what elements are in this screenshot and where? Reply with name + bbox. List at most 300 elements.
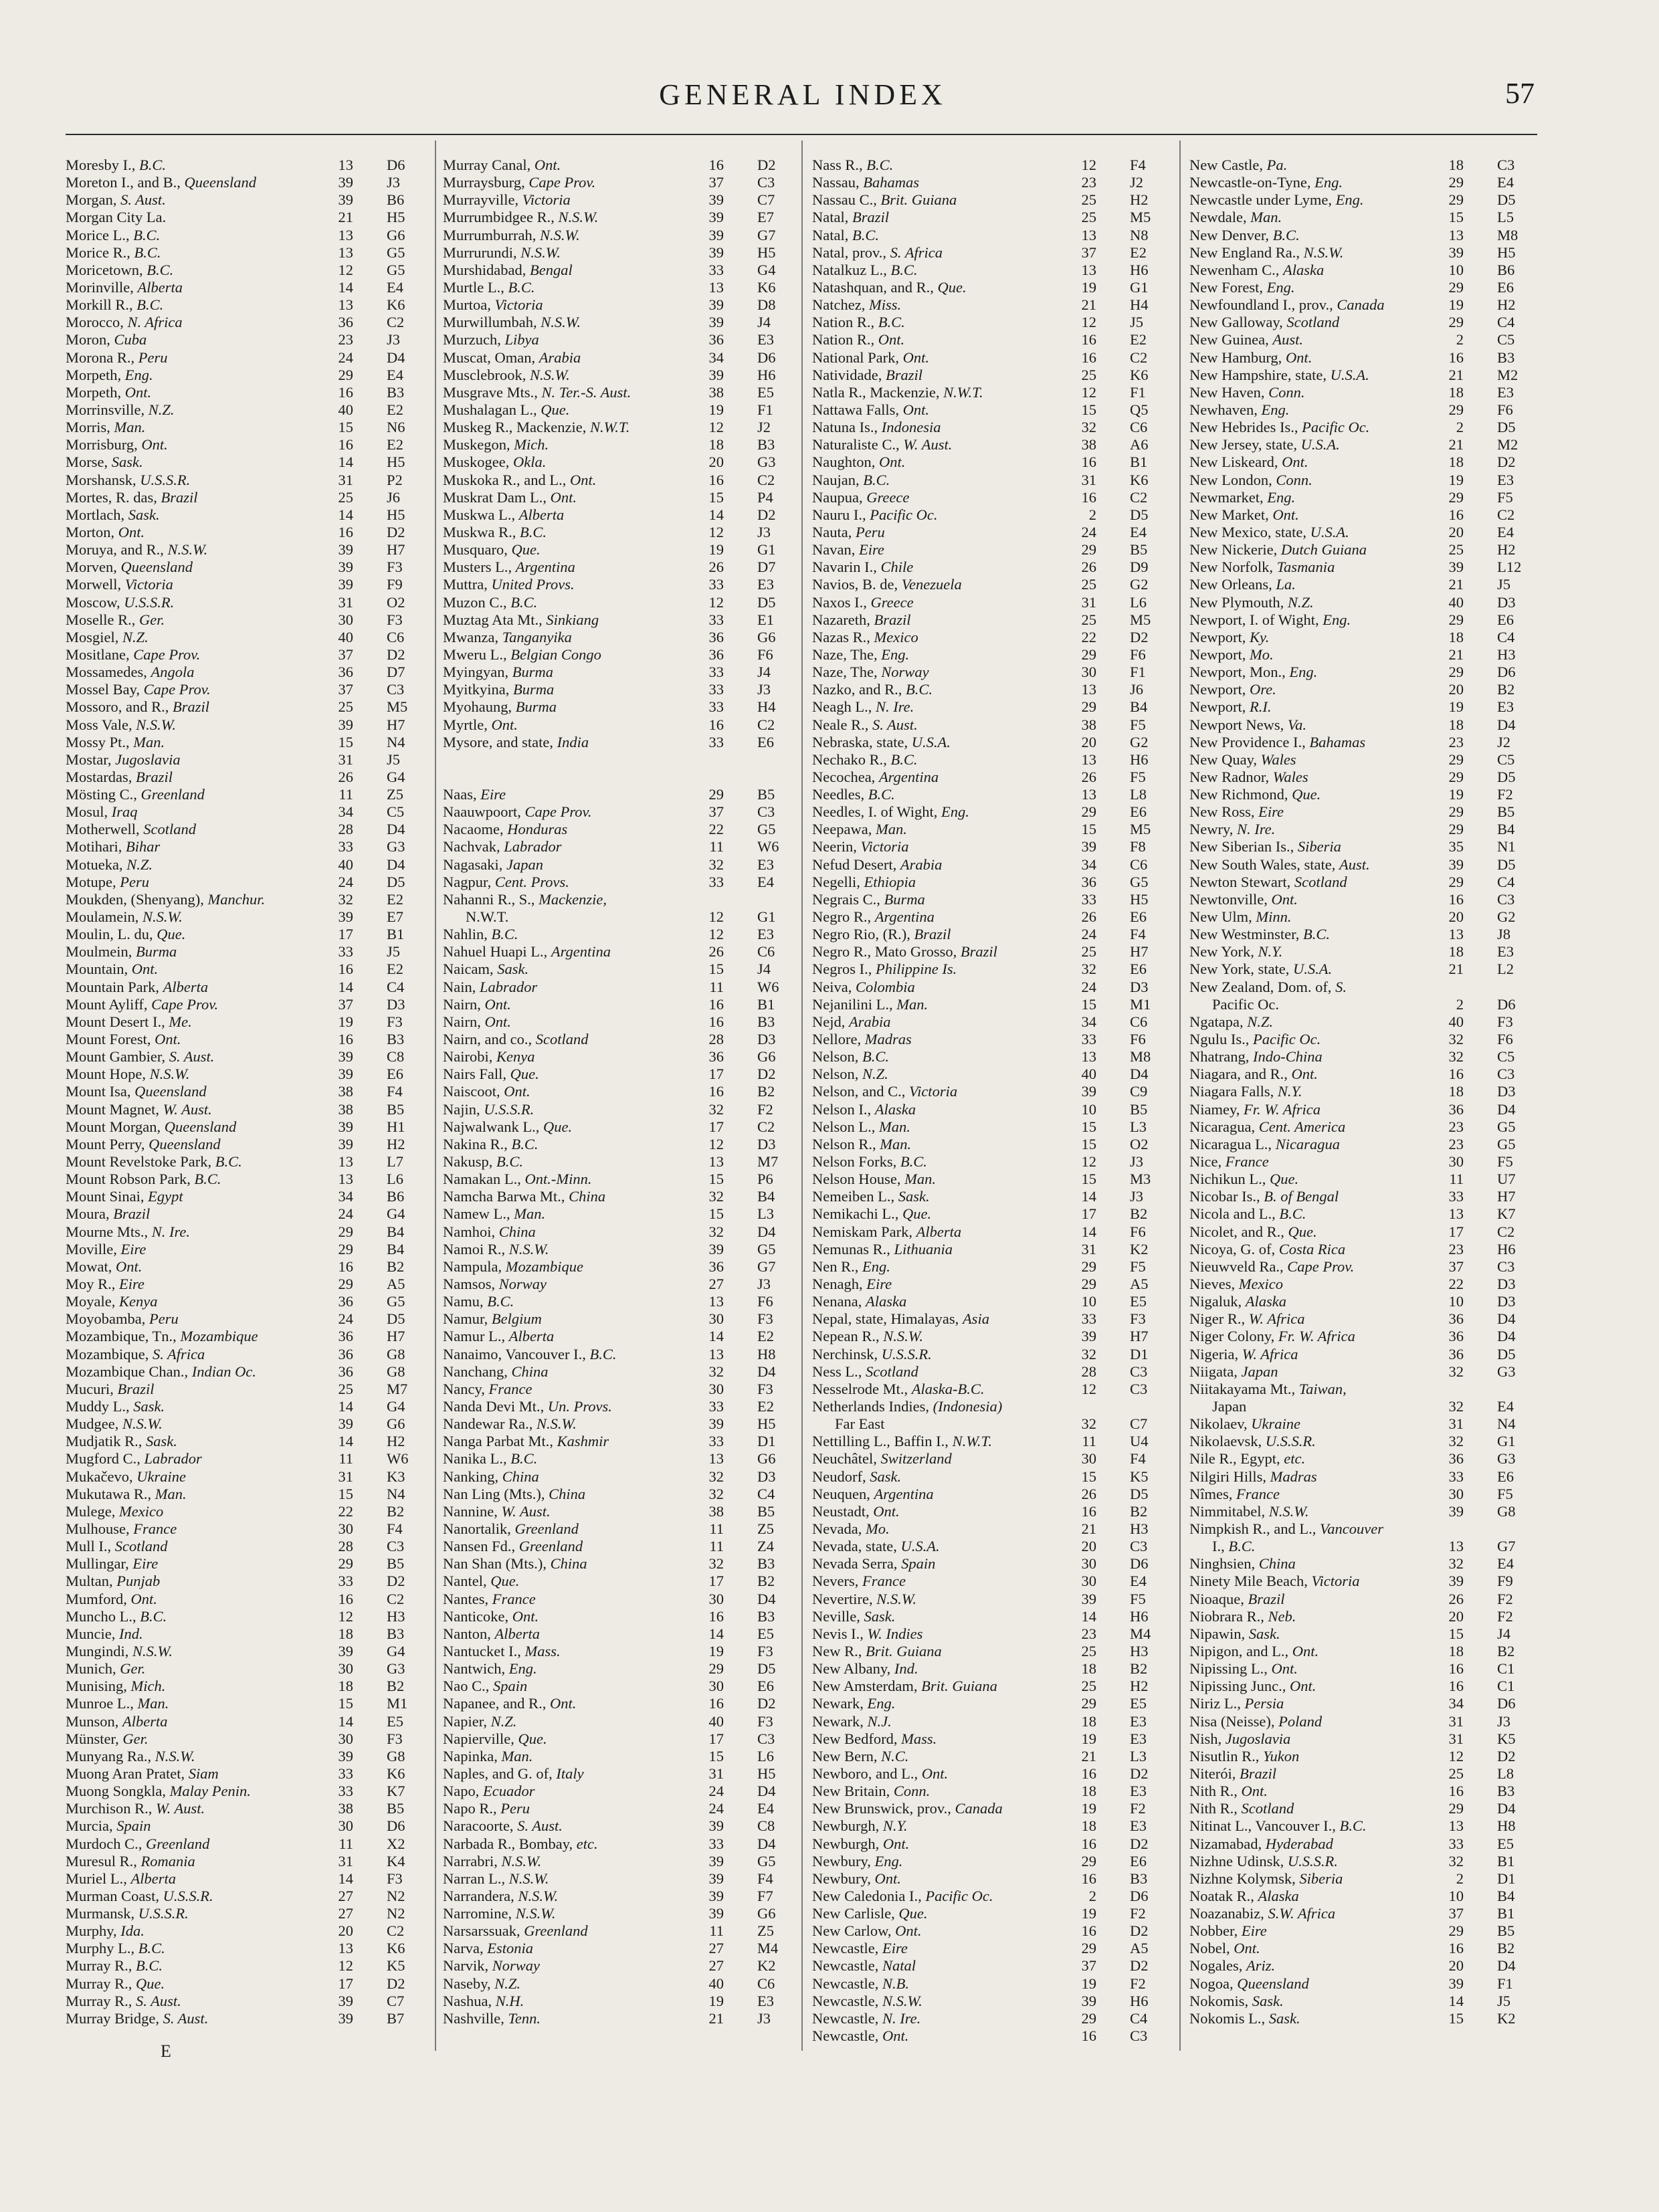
map-page: 38 — [1081, 716, 1096, 733]
grid-ref: H6 — [1497, 1240, 1516, 1258]
grid-ref: E6 — [1497, 278, 1514, 296]
place-name: Newburgh, N.Y. — [812, 1817, 908, 1835]
map-page: 32 — [1081, 1415, 1096, 1433]
place-name: Nanortalik, Greenland — [443, 1520, 579, 1537]
grid-ref: K6 — [757, 278, 776, 296]
place-name: Muskwa L., Alberta — [443, 506, 565, 523]
index-entry — [812, 996, 1173, 1013]
map-page: 15 — [1081, 1171, 1096, 1188]
map-page: 28 — [708, 1031, 724, 1048]
index-entry — [66, 1643, 427, 1660]
place-name: New Zealand, Dom. of, S. — [1189, 978, 1347, 995]
map-page: 14 — [708, 1625, 724, 1642]
map-page: 11 — [338, 1835, 353, 1852]
place-name: Nen R., Eng. — [812, 1258, 890, 1275]
grid-ref: B2 — [1497, 1940, 1515, 1957]
place-name: Navarin I., Chile — [812, 559, 914, 576]
index-entry — [812, 349, 1173, 367]
index-entry — [812, 489, 1173, 506]
map-page: 25 — [1448, 1765, 1464, 1782]
map-page: 29 — [1081, 1258, 1096, 1275]
place-name: Mount Isa, Queensland — [66, 1083, 207, 1100]
grid-ref: F2 — [1497, 1590, 1513, 1607]
place-name: Niger R., W. Africa — [1189, 1310, 1305, 1328]
grid-ref: F5 — [1497, 1485, 1513, 1502]
place-name: Nagasaki, Japan — [443, 856, 543, 873]
place-name: Mugford C., Labrador — [66, 1450, 202, 1468]
index-entry — [1189, 734, 1539, 751]
index-entry — [66, 821, 427, 838]
map-page: 31 — [1448, 1415, 1464, 1433]
place-name: Niamey, Fr. W. Africa — [1189, 1100, 1321, 1118]
place-name: Nelson, and C., Victoria — [812, 1083, 958, 1100]
place-name: Moruya, and R., N.S.W. — [66, 541, 208, 559]
map-page: 12 — [1081, 1153, 1096, 1171]
index-entry — [1189, 821, 1539, 838]
index-entry — [1189, 227, 1539, 244]
index-entry — [443, 1870, 795, 1888]
index-entry — [1189, 419, 1539, 436]
index-entry — [1189, 698, 1539, 716]
grid-ref: H3 — [387, 1607, 405, 1625]
index-entry — [443, 1258, 795, 1276]
index-entry — [812, 1188, 1173, 1205]
grid-ref: D5 — [1497, 1345, 1516, 1363]
place-name: New Orleans, La. — [1189, 576, 1296, 593]
index-entry — [812, 1276, 1173, 1293]
place-name: Murphy, Ida. — [66, 1922, 144, 1940]
map-page: 29 — [1081, 698, 1096, 716]
index-entry — [812, 559, 1173, 576]
index-entry — [812, 454, 1173, 471]
index-entry — [1189, 1118, 1539, 1136]
index-entry — [1189, 1520, 1539, 1538]
map-page: 13 — [1081, 1048, 1096, 1066]
index-entry — [1189, 1800, 1539, 1817]
index-entry — [1189, 1555, 1539, 1573]
map-page: 13 — [1448, 1538, 1464, 1555]
map-page: 15 — [338, 733, 353, 750]
map-page: 10 — [1448, 1293, 1464, 1310]
grid-ref: E3 — [1497, 383, 1514, 401]
map-page: 19 — [1081, 1730, 1096, 1747]
place-name: New Albany, Ind. — [812, 1660, 918, 1678]
index-entry — [66, 874, 427, 891]
place-name: Nicaragua L., Nicaragua — [1189, 1135, 1340, 1152]
index-entry — [443, 856, 795, 874]
index-entry — [66, 1853, 427, 1870]
index-entry — [812, 174, 1173, 191]
place-name: Munson, Alberta — [66, 1712, 168, 1730]
grid-ref: F1 — [1497, 1975, 1513, 1992]
map-page: 11 — [1082, 1433, 1096, 1450]
index-entry — [66, 856, 427, 874]
grid-ref: F3 — [1130, 1310, 1146, 1328]
map-page: 15 — [1081, 1118, 1096, 1135]
place-name: Newcastle, Eire — [812, 1940, 908, 1957]
place-name: Naupua, Greece — [812, 488, 910, 506]
place-name: New Caledonia I., Pacific Oc. — [812, 1887, 993, 1904]
place-name: Mosul, Iraq — [66, 803, 138, 821]
map-page: 15 — [1081, 1468, 1096, 1485]
place-name: Muztag Ata Mt., Sinkiang — [443, 611, 599, 628]
place-name: Motupe, Peru — [66, 873, 149, 890]
grid-ref: E4 — [1130, 523, 1147, 540]
place-name: Murray R., Que. — [66, 1975, 165, 1992]
map-page: 14 — [338, 454, 353, 471]
grid-ref: D9 — [1130, 559, 1149, 576]
grid-ref: E5 — [387, 1712, 403, 1730]
index-entry — [66, 331, 427, 348]
index-entry — [812, 401, 1173, 419]
grid-ref: L6 — [757, 1747, 774, 1765]
place-name: Neudorf, Sask. — [812, 1468, 902, 1485]
map-page: 31 — [338, 1468, 353, 1485]
index-entry — [1189, 1136, 1539, 1153]
grid-ref: D7 — [387, 664, 405, 681]
index-entry — [443, 1415, 795, 1433]
place-name: Nipigon, and L., Ont. — [1189, 1642, 1319, 1660]
index-entry — [66, 1363, 427, 1381]
index-entry — [1189, 961, 1539, 978]
grid-ref: E3 — [757, 856, 774, 873]
grid-ref: D3 — [757, 1468, 776, 1485]
index-entry — [443, 1468, 795, 1486]
map-page: 2 — [1088, 506, 1096, 523]
map-page: 25 — [1081, 1642, 1096, 1660]
place-name: Mosgiel, N.Z. — [66, 628, 149, 645]
index-entry — [66, 401, 427, 419]
grid-ref: P6 — [757, 1171, 773, 1188]
grid-ref: E3 — [1130, 1712, 1147, 1730]
map-page: 31 — [338, 750, 353, 768]
place-name: Mount Ayliff, Cape Prov. — [66, 995, 219, 1013]
place-name: Neiva, Colombia — [812, 978, 915, 995]
index-entry — [812, 769, 1173, 786]
index-entry — [1189, 1905, 1539, 1922]
grid-ref: H7 — [387, 541, 405, 559]
grid-ref: H5 — [757, 243, 776, 261]
index-entry — [1189, 1101, 1539, 1118]
grid-ref: D4 — [1497, 716, 1516, 733]
index-entry — [812, 1346, 1173, 1363]
place-name: New Hamburg, Ont. — [1189, 348, 1312, 366]
place-name: Netherlands Indies, (Indonesia) — [812, 1397, 1003, 1415]
map-page: 25 — [1448, 541, 1464, 559]
index-entry — [1189, 2010, 1539, 2027]
place-name: Nanchang, China — [443, 1363, 549, 1380]
grid-ref: D1 — [1497, 1870, 1516, 1887]
place-name: Morocco, N. Africa — [66, 314, 183, 331]
index-entry — [66, 1048, 427, 1066]
map-page: 13 — [338, 296, 353, 314]
place-name: Niagara, and R., Ont. — [1189, 1066, 1318, 1083]
grid-ref: K6 — [387, 1765, 405, 1782]
index-entry — [1189, 664, 1539, 681]
index-entry — [443, 594, 795, 611]
index-entry — [66, 1188, 427, 1205]
map-page: 39 — [338, 716, 353, 733]
map-page: 18 — [1081, 1660, 1096, 1678]
map-page: 30 — [338, 1660, 353, 1678]
index-entry — [66, 979, 427, 996]
place-name: Nandewar Ra., N.S.W. — [443, 1415, 577, 1433]
place-name: Muskrat Dam L., Ont. — [443, 488, 577, 506]
index-entry — [443, 1573, 795, 1590]
grid-ref: Z5 — [757, 1922, 774, 1940]
place-name: Newport, Ore. — [1189, 681, 1276, 698]
grid-ref: B4 — [387, 1240, 405, 1258]
grid-ref: C3 — [757, 803, 775, 821]
place-name: Negro R., Mato Grosso, Brazil — [812, 943, 997, 961]
grid-ref: L5 — [1497, 209, 1514, 226]
place-name: Naxos I., Greece — [812, 593, 914, 611]
place-name: Narromine, N.S.W. — [443, 1905, 556, 1922]
index-entry — [66, 1975, 427, 1993]
place-name: New Hampshire, state, U.S.A. — [1189, 366, 1369, 383]
grid-ref: E6 — [1497, 1468, 1514, 1485]
place-name: Nefud Desert, Arabia — [812, 856, 943, 873]
grid-ref: D6 — [387, 1817, 405, 1835]
place-name: Nokomis, Sask. — [1189, 1992, 1284, 2009]
index-entry — [812, 821, 1173, 838]
index-entry — [1189, 1748, 1539, 1765]
grid-ref: G1 — [1130, 278, 1149, 296]
grid-ref: H6 — [757, 366, 776, 383]
map-page: 13 — [1448, 226, 1464, 243]
index-entry — [66, 1450, 427, 1468]
map-page: 20 — [1448, 681, 1464, 698]
map-page: 16 — [708, 1083, 724, 1100]
index-entry — [1189, 646, 1539, 664]
map-page: 21 — [708, 2009, 724, 2027]
place-name: Newport, Mon., Eng. — [1189, 664, 1318, 681]
place-name: Mositlane, Cape Prov. — [66, 645, 201, 663]
map-page: 29 — [1448, 191, 1464, 209]
map-page: 30 — [338, 1730, 353, 1747]
grid-ref: W6 — [757, 838, 779, 856]
grid-ref: F3 — [757, 1380, 773, 1397]
index-entry — [66, 454, 427, 471]
grid-ref: F3 — [387, 1870, 403, 1887]
grid-ref: E3 — [1130, 1817, 1147, 1835]
index-entry — [812, 1573, 1173, 1590]
grid-ref: D2 — [757, 157, 776, 173]
index-entry — [812, 2027, 1173, 2045]
grid-ref: M4 — [1130, 1625, 1151, 1642]
grid-ref: B5 — [757, 1502, 775, 1520]
map-page: 15 — [1448, 209, 1464, 226]
index-entry — [1189, 506, 1539, 524]
place-name: Murphy L., B.C. — [66, 1940, 165, 1957]
map-page: 28 — [338, 1538, 353, 1555]
index-entry — [66, 1713, 427, 1730]
grid-ref: Q5 — [1130, 401, 1149, 418]
grid-ref: K3 — [387, 1468, 405, 1485]
index-entry — [812, 1800, 1173, 1817]
map-page: 13 — [1448, 1817, 1464, 1835]
place-name: Niagara Falls, N.Y. — [1189, 1083, 1302, 1100]
place-name: Newburgh, Ont. — [812, 1835, 910, 1852]
place-name: New R., Brit. Guiana — [812, 1642, 942, 1660]
index-entry — [66, 594, 427, 611]
place-name: New Liskeard, Ont. — [1189, 454, 1308, 471]
place-name: New Mexico, state, U.S.A. — [1189, 523, 1349, 540]
index-entry — [443, 1643, 795, 1660]
grid-ref: G6 — [757, 628, 776, 645]
place-name: Morgan City La. — [66, 209, 167, 226]
place-name: Nashville, Tenn. — [443, 2009, 541, 2027]
map-page: 25 — [1081, 191, 1096, 209]
place-name: Motherwell, Scotland — [66, 821, 196, 838]
index-entry — [66, 1136, 427, 1153]
index-entry — [443, 1433, 795, 1450]
place-name: Mount Hope, N.S.W. — [66, 1066, 190, 1083]
grid-ref: D8 — [757, 296, 776, 314]
grid-ref: D2 — [757, 506, 776, 523]
map-page: 33 — [708, 1433, 724, 1450]
place-name: Ngatapa, N.Z. — [1189, 1013, 1273, 1030]
map-page: 38 — [338, 1083, 353, 1100]
grid-ref: B4 — [757, 1188, 775, 1205]
index-entry — [66, 1241, 427, 1258]
map-page: 33 — [708, 873, 724, 890]
grid-ref: G5 — [1497, 1135, 1516, 1152]
map-page: 29 — [338, 366, 353, 383]
index-entry — [1189, 1486, 1539, 1503]
grid-ref: W6 — [387, 1450, 409, 1468]
index-entry — [1189, 331, 1539, 348]
grid-ref: D2 — [387, 523, 405, 540]
map-page: 34 — [338, 1188, 353, 1205]
grid-ref: C6 — [387, 628, 405, 645]
map-page: 17 — [338, 1975, 353, 1992]
place-name: Mucuri, Brazil — [66, 1380, 155, 1397]
map-page: 32 — [708, 1363, 724, 1380]
grid-ref: L8 — [1130, 786, 1147, 803]
place-name: Natal, prov., S. Africa — [812, 243, 943, 261]
place-name: Mudjatik R., Sask. — [66, 1433, 177, 1450]
map-page: 39 — [1081, 838, 1096, 856]
grid-ref: F4 — [1130, 1450, 1146, 1468]
index-entry — [1189, 1678, 1539, 1695]
map-page: 33 — [708, 611, 724, 628]
place-name: Napo R., Peru — [443, 1800, 530, 1817]
place-name: Newenham C., Alaska — [1189, 261, 1325, 278]
grid-ref: B3 — [757, 436, 775, 454]
place-name: Nelson I., Alaska — [812, 1100, 916, 1118]
grid-ref: B1 — [1497, 1852, 1515, 1870]
grid-ref: D4 — [1497, 1328, 1516, 1345]
place-name: Mount Sinai, Egypt — [66, 1188, 183, 1205]
grid-ref: J5 — [387, 943, 401, 961]
map-page: 34 — [708, 348, 724, 366]
map-page: 12 — [338, 261, 353, 278]
index-entry — [443, 1660, 795, 1678]
index-entry — [1189, 1048, 1539, 1066]
index-entry — [66, 1468, 427, 1486]
place-name: Myingyan, Burma — [443, 664, 553, 681]
index-entry — [66, 664, 427, 681]
index-entry — [812, 926, 1173, 943]
index-entry — [1189, 541, 1539, 559]
place-name: Nizhne Kolymsk, Siberia — [1189, 1870, 1343, 1887]
map-page: 25 — [338, 698, 353, 716]
place-name: New Bedford, Mass. — [812, 1730, 937, 1747]
map-page: 38 — [708, 383, 724, 401]
index-entry — [443, 1223, 795, 1241]
place-name: Nassau, Bahamas — [812, 174, 919, 191]
index-entry — [812, 279, 1173, 296]
grid-ref: L8 — [1497, 1765, 1514, 1782]
index-entry — [812, 1713, 1173, 1730]
index-entry — [66, 174, 427, 191]
grid-ref: D4 — [757, 1223, 776, 1240]
map-page: 12 — [708, 926, 724, 943]
grid-ref: O2 — [1130, 1135, 1149, 1152]
index-entry — [66, 1678, 427, 1695]
grid-ref: D4 — [387, 821, 405, 838]
index-entry — [66, 803, 427, 821]
grid-ref: N8 — [1130, 226, 1149, 243]
grid-ref: K2 — [1497, 2009, 1516, 2027]
index-entry — [66, 1205, 427, 1223]
grid-ref: B5 — [387, 1555, 405, 1573]
place-name: Newbury, Ont. — [812, 1870, 901, 1887]
grid-ref: E6 — [387, 1066, 403, 1083]
map-page: 33 — [1081, 1310, 1096, 1328]
index-entry — [443, 769, 795, 786]
grid-ref: C5 — [1497, 1048, 1515, 1066]
place-name: Japan — [1212, 1397, 1247, 1415]
place-name: Nansen Fd., Greenland — [443, 1538, 583, 1555]
grid-ref: C2 — [757, 1118, 775, 1135]
index-entry — [443, 436, 795, 454]
map-page: 20 — [1081, 733, 1096, 750]
map-page: 33 — [708, 261, 724, 278]
map-page: 30 — [1081, 1573, 1096, 1590]
index-entry — [443, 1975, 795, 1993]
place-name: Naughton, Ont. — [812, 454, 906, 471]
place-name: Murchison R., W. Aust. — [66, 1800, 205, 1817]
index-entry — [1189, 1153, 1539, 1171]
index-entry — [812, 664, 1173, 681]
map-page: 36 — [1448, 1100, 1464, 1118]
place-name: Morris, Man. — [66, 419, 146, 436]
index-entry — [1189, 1310, 1539, 1328]
index-entry — [66, 279, 427, 296]
map-page: 15 — [708, 1171, 724, 1188]
map-page: 33 — [1081, 890, 1096, 908]
grid-ref: D2 — [757, 1066, 776, 1083]
map-page: 20 — [1448, 1607, 1464, 1625]
index-entry — [1189, 1922, 1539, 1940]
place-name: Niriz L., Persia — [1189, 1695, 1284, 1712]
map-page: 19 — [708, 541, 724, 559]
place-name: Naze, The, Eng. — [812, 645, 910, 663]
grid-ref: E5 — [1130, 1695, 1147, 1712]
index-entry — [812, 1258, 1173, 1276]
grid-ref: C1 — [1497, 1660, 1515, 1678]
grid-ref: B4 — [1497, 821, 1515, 838]
index-entry — [443, 1555, 795, 1573]
index-entry — [812, 1171, 1173, 1188]
grid-ref: C2 — [1497, 1223, 1515, 1240]
grid-ref: J5 — [1497, 576, 1511, 593]
place-name: Nenana, Alaska — [812, 1293, 907, 1310]
grid-ref: K6 — [387, 1940, 405, 1957]
map-page: 18 — [1448, 383, 1464, 401]
